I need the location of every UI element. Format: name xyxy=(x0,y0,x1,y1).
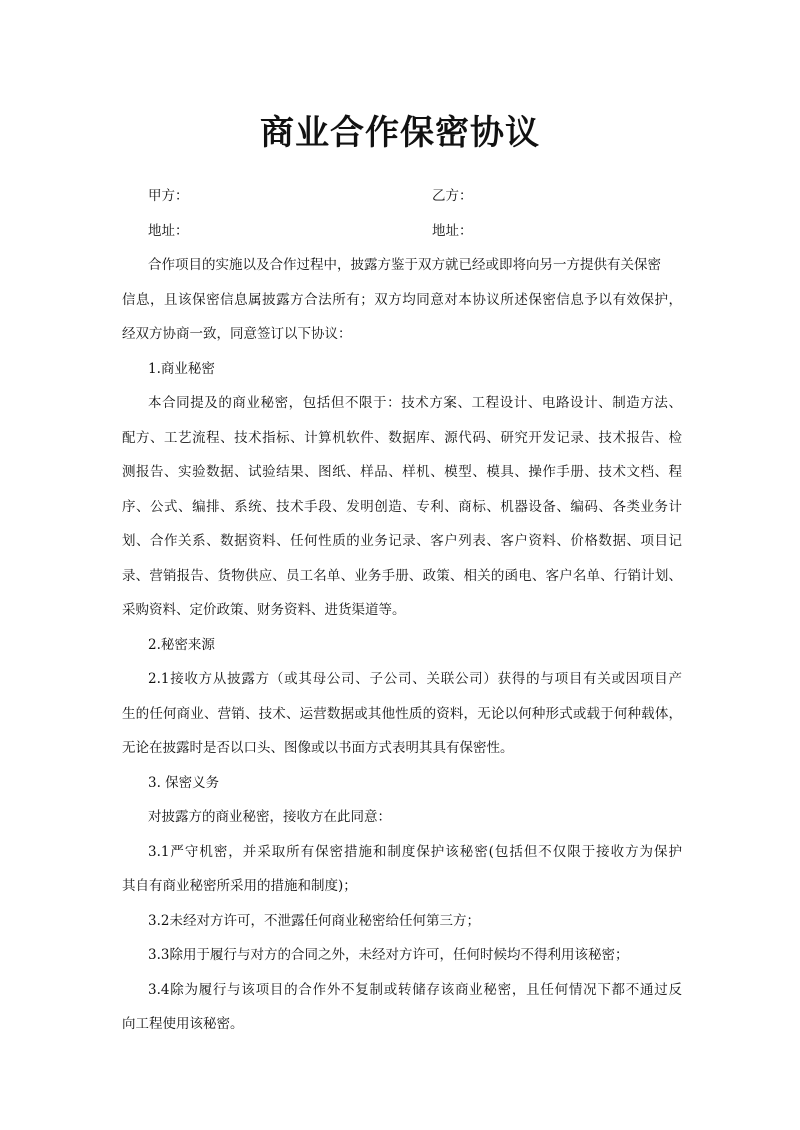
section-1-heading: 1.商业秘密 xyxy=(148,361,215,377)
section-1-line: 划、合作关系、数据资料、任何性质的业务记录、客户列表、客户资料、价格数据、项目记 xyxy=(122,533,682,549)
section-1-line: 配方、工艺流程、技术指标、计算机软件、数据库、源代码、研究开发记录、技术报告、检 xyxy=(122,430,682,446)
section-1-line: 序、公式、编排、系统、技术手段、发明创造、专利、商标、机器设备、编码、各类业务计 xyxy=(122,499,682,515)
intro-line: 合作项目的实施以及合作过程中，披露方鉴于双方就已经或即将向另一方提供有关保密 xyxy=(148,257,661,273)
section-3-intro: 对披露方的商业秘密，接收方在此同意： xyxy=(148,809,391,825)
section-3-item-4-line: 3.4除为履行与该项目的合作外不复制或转储存该商业秘密，且任何情况下都不通过反 xyxy=(148,982,682,998)
section-2-heading: 2.秘密来源 xyxy=(148,637,215,653)
section-2-line: 生的任何商业、营销、技术、运营数据或其他性质的资料，无论以何种形式或载于何种载体， xyxy=(122,706,682,722)
document-title: 商业合作保密协议 xyxy=(260,113,540,153)
section-1-line: 录、营销报告、货物供应、员工名单、业务手册、政策、相关的函电、客户名单、行销计划、 xyxy=(122,568,682,584)
section-3-item-4-line: 向工程使用该秘密。 xyxy=(122,1016,244,1032)
section-2-line: 无论在披露时是否以口头、图像或以书面方式表明其具有保密性。 xyxy=(122,740,514,756)
section-1-line: 测报告、实验数据、试验结果、图纸、样品、样机、模型、模具、操作手册、技术文档、程 xyxy=(122,464,682,480)
section-1-line: 采购资料、定价政策、财务资料、进货渠道等。 xyxy=(122,602,406,618)
section-1-line: 本合同提及的商业秘密，包括但不限于：技术方案、工程设计、电路设计、制造方法、 xyxy=(148,395,682,411)
party-b-address-label: 地址： xyxy=(432,223,473,239)
intro-line: 经双方协商一致，同意签订以下协议： xyxy=(122,326,352,342)
section-3-item-1-line: 其自有商业秘密所采用的措施和制度)； xyxy=(122,878,357,894)
section-3-item-2: 3.2未经对方许可，不泄露任何商业秘密给任何第三方； xyxy=(148,913,480,929)
section-2-line: 2.1接收方从披露方（或其母公司、子公司、关联公司）获得的与项目有关或因项目产 xyxy=(148,671,682,687)
party-a-address-label: 地址： xyxy=(148,223,189,239)
section-3-heading: 3. 保密义务 xyxy=(148,775,220,791)
section-3-item-3: 3.3除用于履行与对方的合同之外，未经对方许可，任何时候均不得利用该秘密； xyxy=(148,947,629,963)
party-a-label: 甲方： xyxy=(148,188,189,204)
section-3-item-1-line: 3.1严守机密，并采取所有保密措施和制度保护该秘密(包括但不仅限于接收方为保护 xyxy=(148,844,682,860)
party-b-label: 乙方： xyxy=(432,188,473,204)
intro-line: 信息，且该保密信息属披露方合法所有；双方均同意对本协议所述保密信息予以有效保护， xyxy=(122,292,682,308)
